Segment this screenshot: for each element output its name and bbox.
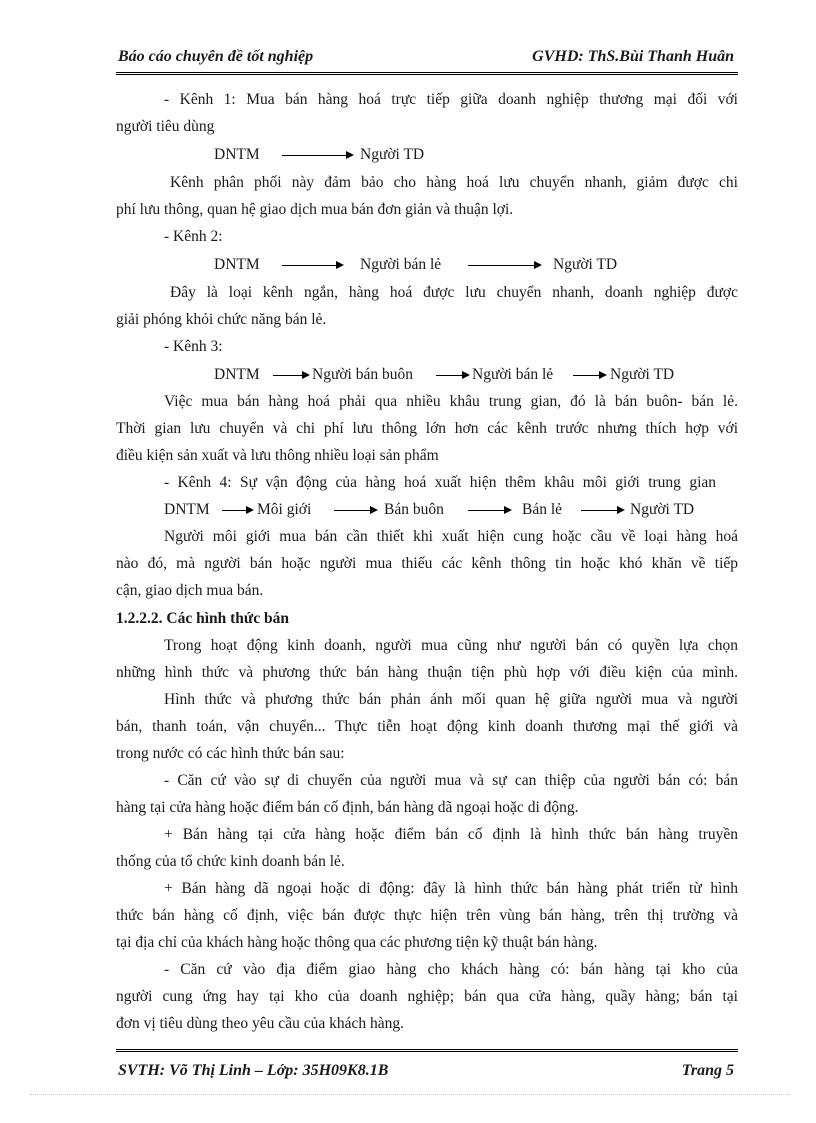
kenh3-desc3: điều kiện sản xuất và lưu thông nhiều loại sản phẩm [116, 447, 439, 464]
page-header [116, 46, 738, 75]
para5-line1: + Bán hàng dã ngoại hoặc di động: đây là hình thức bán hàng phát triển từ hình [164, 880, 738, 897]
footer-page-number: Trang 5 [681, 1062, 734, 1079]
kenh1-line2: người tiêu dùng [116, 118, 215, 135]
kenh1-flow-arrow [282, 155, 352, 156]
section-heading: 1.2.2.2. Các hình thức bán [116, 610, 289, 627]
kenh4-flow-arrow-2 [334, 510, 376, 511]
para2-line3: trong nước có các hình thức bán sau: [116, 745, 345, 762]
footer-student-info: SVTH: Võ Thị Linh – Lớp: 35H09K8.1B [118, 1062, 389, 1079]
kenh3-desc1: Việc mua bán hàng hoá phải qua nhiều khâu trung gian, đó là bán buôn- bán lẻ. [164, 393, 738, 410]
kenh3-flow-arrow-2 [436, 375, 468, 376]
bottom-dotted-rule [30, 1094, 790, 1095]
kenh4-flow-node-nguoi-td: Người TD [630, 501, 695, 518]
kenh1-flow-node-nguoi-td: Người TD [360, 146, 425, 163]
para6-line2: người cung ứng hay tại kho của doanh nghiệp; bán qua cửa hàng, quầy hàng; bán tại [116, 988, 738, 1005]
kenh2-flow-arrow-1 [282, 265, 342, 266]
kenh4-flow-node-ban-buon: Bán buôn [384, 501, 444, 518]
para4-line1: + Bán hàng tại cửa hàng hoặc điểm bán cố định là hình thức bán hàng truyền [164, 826, 738, 843]
kenh1-desc2: phí lưu thông, quan hệ giao dịch mua bán đơn giản và thuận lợi. [116, 201, 514, 218]
kenh4-flow-node-ban-le: Bán lẻ [522, 501, 563, 518]
para2-line1: Hình thức và phương thức bán phản ánh mối quan hệ giữa người mua và người [164, 691, 738, 708]
kenh3-flow-arrow-1 [273, 375, 308, 376]
kenh2-flow-node-dntm: DNTM [214, 256, 260, 273]
kenh1-desc1: Kênh phân phối này đảm bảo cho hàng hoá lưu chuyển nhanh, giảm được chi [170, 174, 738, 191]
para6-line1: - Căn cứ vào địa điểm giao hàng cho khách hàng có: bán hàng tại kho của [164, 961, 738, 978]
para1-line1: Trong hoạt động kinh doanh, người mua cũng như người bán có quyền lựa chọn [164, 637, 738, 654]
kenh3-flow-node-ban-le: Người bán lẻ [472, 366, 554, 383]
kenh2-flow-node-ban-le: Người bán lẻ [360, 256, 442, 273]
kenh1-flow-node-dntm: DNTM [214, 146, 260, 163]
para6-line3: đơn vị tiêu dùng theo yêu cầu của khách hàng. [116, 1015, 404, 1032]
para2-line2: bán, thanh toán, vận chuyển... Thực tiễn hoạt động kinh doanh thương mại thế giới và [116, 718, 738, 735]
kenh2-title: - Kênh 2: [164, 228, 223, 245]
kenh3-desc2: Thời gian lưu chuyển và chi phí lưu thông lớn hơn các kênh trước nhưng thích hợp với [116, 420, 738, 437]
kenh4-flow-node-dntm: DNTM [164, 501, 210, 518]
kenh3-flow-node-ban-buon: Người bán buôn [312, 366, 413, 383]
para3-line2: hàng tại cửa hàng hoặc điểm bán cố định, bán hàng dã ngoại hoặc di động. [116, 799, 579, 816]
kenh4-title: - Kênh 4: Sự vận động của hàng hoá xuất hiện thêm khâu môi giới trung gian [164, 474, 716, 491]
kenh4-flow-arrow-4 [581, 510, 623, 511]
kenh2-desc1: Đây là loại kênh ngắn, hàng hoá được lưu chuyển nhanh, doanh nghiệp được [170, 284, 738, 301]
kenh4-desc2: nào đó, mà người bán hoặc người mua thiếu các kênh thông tin hoặc khó khăn về tiếp [116, 555, 738, 572]
kenh2-flow-arrow-2 [468, 265, 540, 266]
kenh3-flow-arrow-3 [573, 375, 605, 376]
kenh3-flow-node-dntm: DNTM [214, 366, 260, 383]
kenh3-title: - Kênh 3: [164, 338, 223, 355]
kenh4-flow-node-moi-gioi: Môi giới [257, 501, 312, 518]
kenh1-line1: - Kênh 1: Mua bán hàng hoá trực tiếp giữa doanh nghiệp thương mại đối với [164, 91, 738, 108]
kenh4-desc3: cận, giao dịch mua bán. [116, 582, 264, 599]
kenh4-desc1: Người môi giới mua bán cần thiết khi xuất hiện cung hoặc cầu về loại hàng hoá [164, 528, 738, 545]
page-footer [116, 1049, 738, 1086]
para5-line3: tại địa chỉ của khách hàng hoặc thông qua các phương tiện kỹ thuật bán hàng. [116, 934, 598, 951]
para1-line2: những hình thức và phương thức bán hàng thuận tiện phù hợp với điều kiện của mình. [116, 664, 738, 681]
header-report-title: Báo cáo chuyên đề tốt nghiệp [118, 48, 314, 65]
kenh2-flow-node-nguoi-td: Người TD [553, 256, 618, 273]
kenh4-flow-arrow-3 [468, 510, 510, 511]
kenh3-flow-node-nguoi-td: Người TD [610, 366, 675, 383]
para5-line2: thức bán hàng cố định, việc bán được thực hiện trên vùng bán hàng, trên thị trường và [116, 907, 738, 924]
header-supervisor: GVHD: ThS.Bùi Thanh Huân [532, 48, 734, 65]
kenh4-flow-arrow-1 [222, 510, 252, 511]
para3-line1: - Căn cứ vào sự di chuyển của người mua và sự can thiệp của người bán có: bán [164, 772, 738, 789]
para4-line2: thống của tổ chức kinh doanh bán lẻ. [116, 853, 345, 870]
kenh2-desc2: giải phóng khỏi chức năng bán lẻ. [116, 311, 327, 328]
